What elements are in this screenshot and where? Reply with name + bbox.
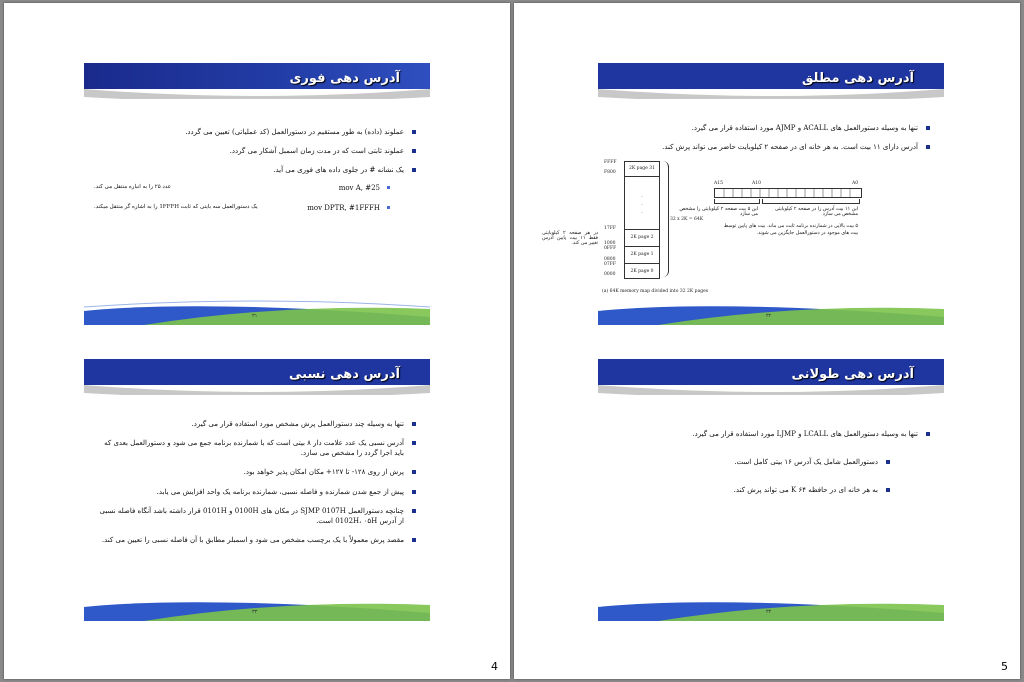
bullet-item: مقصد پرش معمولاً با یک برچسب مشخص می شود و اسمبلر مطابق با آن فاصله نسبی را تعیین می کند. [94,535,416,545]
bits-note: این ۱۱ بیت آدرس را در صفحه ۲ کیلوبایتی مشخص می سازد [774,207,858,217]
address-label: F800 [604,170,616,175]
memory-page: 2K page 2 [625,229,659,246]
figure-caption: (a) 64K memory map divided into 32 2K pages [602,289,709,294]
bullet-item: به هر خانه ای در حافظه ۶۴ K می تواند پرش کند. [608,485,890,495]
memory-map-diagram [542,160,942,301]
document-page [514,3,1020,679]
slide-footer-wave [598,299,944,325]
slide-footer-wave [84,595,430,621]
address-label: 0FFF [604,246,617,251]
slide-footer-wave [598,595,944,621]
page-number: 4 [491,660,498,673]
sub-bullet [94,184,390,192]
bullet-item: چنانچه دستورالعمل SJMP 0107H در مکان های 0100H و 0101H قرار داشته باشد آنگاه فاصله نسبی از آدرس 0102H، ۰۵H است. [94,506,416,526]
slide-immediate-addressing [84,63,430,325]
brace [662,161,669,277]
slide-number: ۳۴ [766,609,772,615]
memory-page: 2K page 1 [625,246,659,263]
address-label: 1000 [604,241,616,246]
slide-title: آدرس دهی نسبی [288,367,400,382]
slide-title: آدرس دهی مطلق [801,71,914,86]
bullet-item: تنها به وسیله دستورالعمل های LCALL و LJMP مورد استفاده قرار می گیرد. [608,429,930,439]
slide-long-addressing [598,359,944,621]
formula-label: 32 x 2K = 64K [670,217,704,222]
bit-label: A0 [852,181,859,186]
memory-page: 2K page 0 [625,263,659,280]
slide-title: آدرس دهی فوری [289,71,400,86]
address-label: 17FF [604,226,616,231]
slide-footer-wave [84,299,430,325]
bit-label: A10 [752,181,761,186]
address-label: 0000 [604,272,616,277]
address-label: FFFF [604,160,617,165]
code-snippet: mov DPTR, #1FFFH [307,204,380,213]
address-register [714,188,862,198]
bullet-item: عملوند ثابتی است که در مدت زمان اسمبل آشکار می گردد. [94,146,416,156]
code-description: یک دستورالعمل سه بایتی که ثابت 1FFFH را به اشاره گر منتقل میکند. [94,204,258,211]
bullet-item: آدرس نسبی یک عدد علامت دار ۸ بیتی است که با شمارنده برنامه جمع می شود و دستورالعمل بعدی که باید اجرا گردد را مشخص می سازد. [94,438,416,458]
page-number: 5 [1001,660,1008,673]
slide-title: آدرس دهی طولانی [791,367,914,382]
document-page [4,3,510,679]
bits-note: ۵ بیت بالایی در شمارنده برنامه ثابت می ماند. بیت های پایین توسط بیت های موجود در دستورالعمل جایگزین می شوند. [723,224,858,237]
bullet-item: تنها به وسیله چند دستورالعمل پرش مشخص مورد استفاده قرار می گیرد. [94,419,416,429]
slide-absolute-addressing [542,63,944,325]
page-note: در هر صفحه ۲ کیلوبایتی فقط ۱۱ بیت پایین آدرس تغییر می کند. [542,231,598,246]
memory-page: 2K page 31 [625,162,659,177]
memory-map-column: 2K page 31 . . . 2K page 2 2K page 1 2K page 0 [624,161,660,279]
code-description: عدد ۲۵ را به انباره منتقل می کند. [94,184,172,191]
code-snippet: mov A, #25 [338,184,380,193]
bits-note: این ۵ بیت صفحه ۲ کیلوبایتی را مشخص می سازد [679,207,758,217]
address-label: 0800 [604,257,616,262]
sub-bullet [94,204,390,212]
slide-relative-addressing [84,359,430,621]
bullet-item: آدرس دارای ۱۱ بیت است. به هر خانه ای در صفحه ۲ کیلوبایت حاضر می تواند پرش کند. [608,142,930,152]
bullet-item: تنها به وسیله دستورالعمل های ACALL و AJMP مورد استفاده قرار می گیرد. [608,123,930,133]
bullet-item: عملوند (داده) به طور مستقیم در دستورالعمل (کد عملیاتی) تعیین می گردد. [94,127,416,137]
slide-number: ۳۲ [766,313,772,319]
bullet-item: دستورالعمل شامل یک آدرس ۱۶ بیتی کامل است. [608,457,890,467]
slide-number: ۳۱ [252,313,258,319]
bullet-item: یک نشانه # در جلوی داده های فوری می آید. [94,165,416,175]
bullet-item: پیش از جمع شدن شمارنده و فاصله نسبی، شمارنده برنامه یک واحد افزایش می یابد. [94,487,416,497]
address-label: 07FF [604,262,616,267]
bullet-item: پرش از روی ۱۲۸- تا ۱۲۷+ مکان امکان پذیر خواهد بود. [94,467,416,477]
bit-label: A15 [714,181,723,186]
slide-number: ۳۳ [252,609,258,615]
